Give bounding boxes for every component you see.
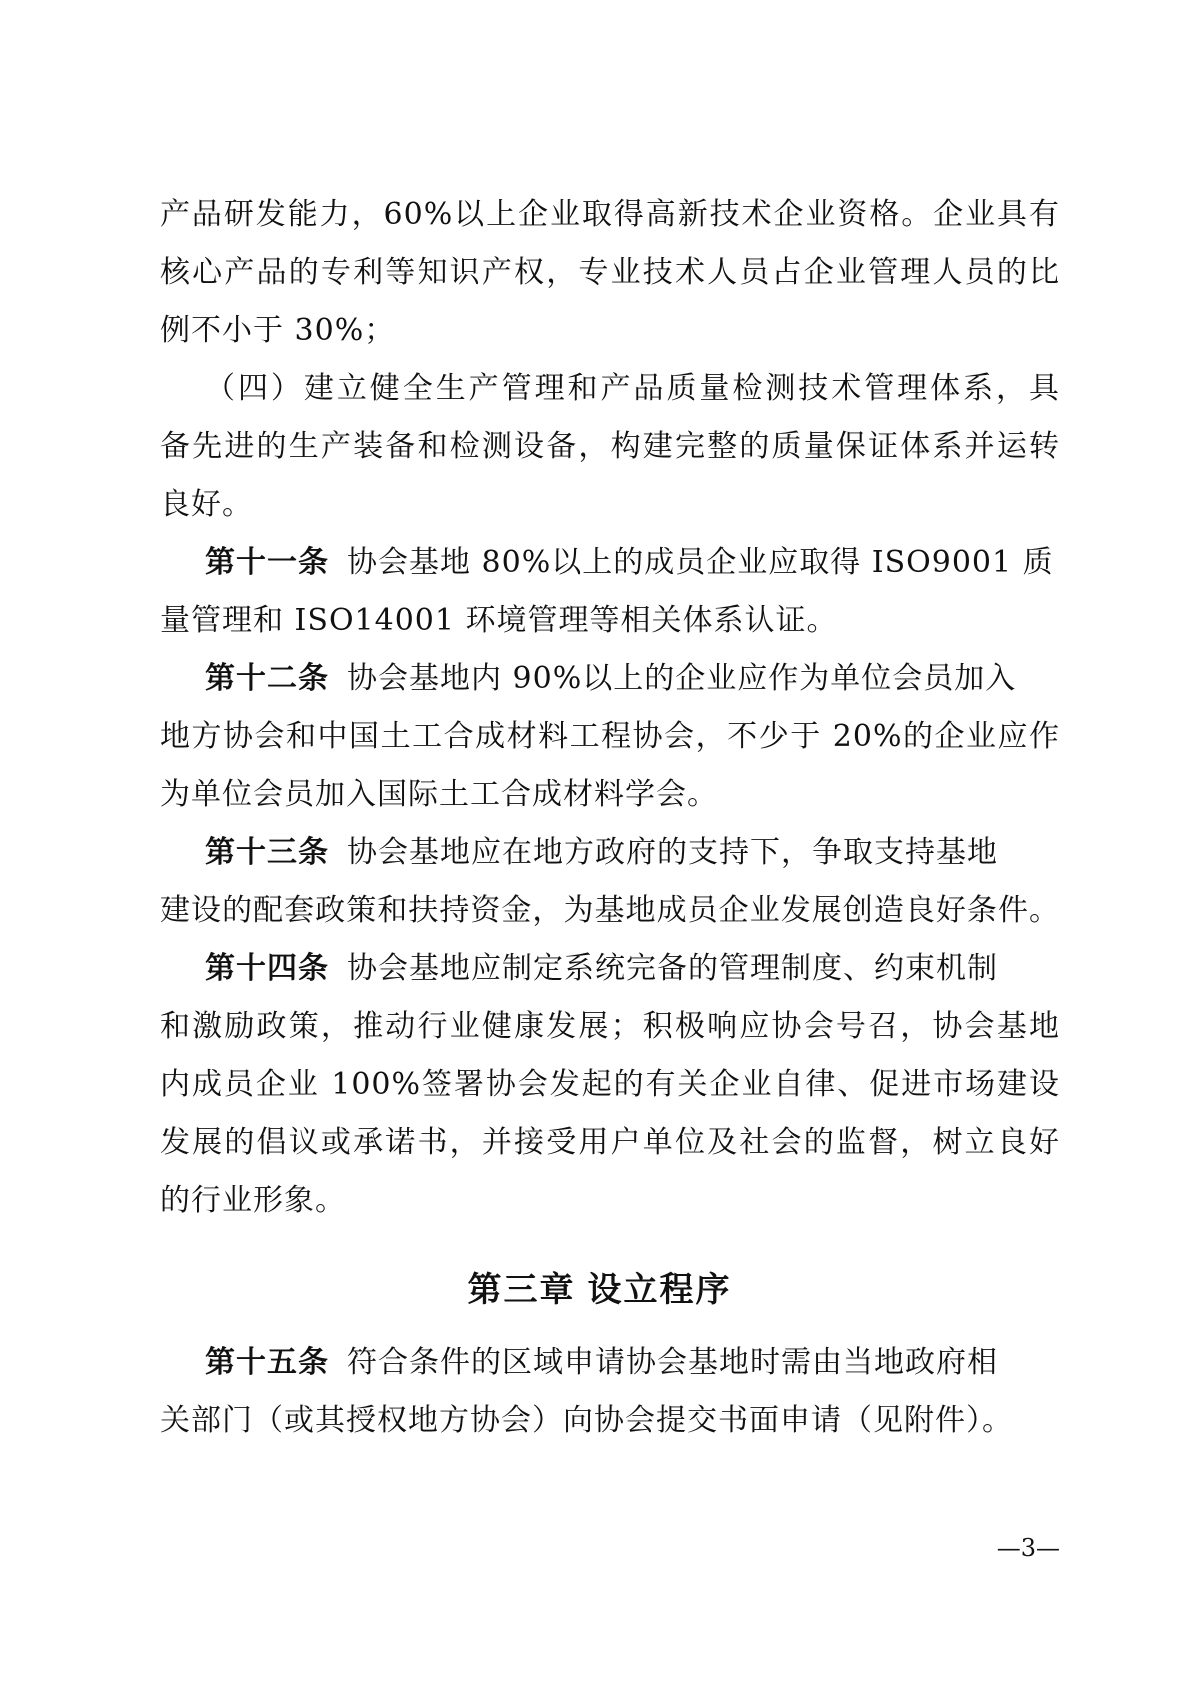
paragraph-text: 协会基地应在地方政府的支持下，争取支持基地: [347, 835, 998, 870]
paragraph-line: 和激励政策，推动行业健康发展；积极响应协会号召，协会基地: [160, 1009, 1060, 1044]
article-13-first-line: [205, 825, 1060, 881]
article-label: 第十一条: [205, 545, 329, 580]
paragraph-line: 内成员企业 100%签署协会发起的有关企业自律、促进市场建设: [160, 1067, 1060, 1102]
paragraph-text: 协会基地应制定系统完备的管理制度、约束机制: [347, 951, 998, 986]
paragraph-line: 备先进的生产装备和检测设备，构建完整的质量保证体系并运转: [160, 429, 1060, 464]
chapter-heading: [0, 1262, 1199, 1318]
paragraph-line: 为单位会员加入国际土工合成材料学会。: [160, 777, 718, 812]
article-label: 第十五条: [205, 1345, 329, 1380]
article-label: 第十二条: [205, 661, 329, 696]
paragraph-line: （四）建立健全生产管理和产品质量检测技术管理体系，具: [205, 371, 1060, 406]
paragraph-text: 协会基地 80%以上的成员企业应取得 ISO9001 质: [347, 545, 1054, 580]
article-label: 第十四条: [205, 951, 329, 986]
paragraph-line: 产品研发能力，60%以上企业取得高新技术企业资格。企业具有: [160, 197, 1060, 232]
paragraph-line: 的行业形象。: [160, 1183, 346, 1218]
paragraph-line: 关部门（或其授权地方协会）向协会提交书面申请（见附件）。: [160, 1403, 1013, 1438]
chapter-title: 设立程序: [587, 1270, 732, 1310]
article-label: 第十三条: [205, 835, 329, 870]
chapter-number: 第三章: [467, 1270, 576, 1310]
paragraph-line: 核心产品的专利等知识产权，专业技术人员占企业管理人员的比: [160, 255, 1060, 290]
page-number: —3—: [996, 1534, 1060, 1562]
article-12-first-line: [205, 651, 1060, 707]
paragraph-line: 良好。: [160, 487, 253, 522]
paragraph-line: 量管理和 ISO14001 环境管理等相关体系认证。: [160, 603, 838, 638]
paragraph-text: 协会基地内 90%以上的企业应作为单位会员加入: [347, 661, 1017, 696]
article-15-first-line: [205, 1335, 1060, 1391]
paragraph-line: 建设的配套政策和扶持资金，为基地成员企业发展创造良好条件。: [160, 893, 1060, 928]
paragraph-text: 符合条件的区域申请协会基地时需由当地政府相: [347, 1345, 998, 1380]
article-14-first-line: [205, 941, 1060, 997]
article-11-first-line: [205, 535, 1060, 591]
paragraph-line: 发展的倡议或承诺书，并接受用户单位及社会的监督，树立良好: [160, 1125, 1060, 1160]
paragraph-line: 例不小于 30%；: [160, 313, 396, 348]
paragraph-line: 地方协会和中国土工合成材料工程协会，不少于 20%的企业应作: [160, 719, 1060, 754]
